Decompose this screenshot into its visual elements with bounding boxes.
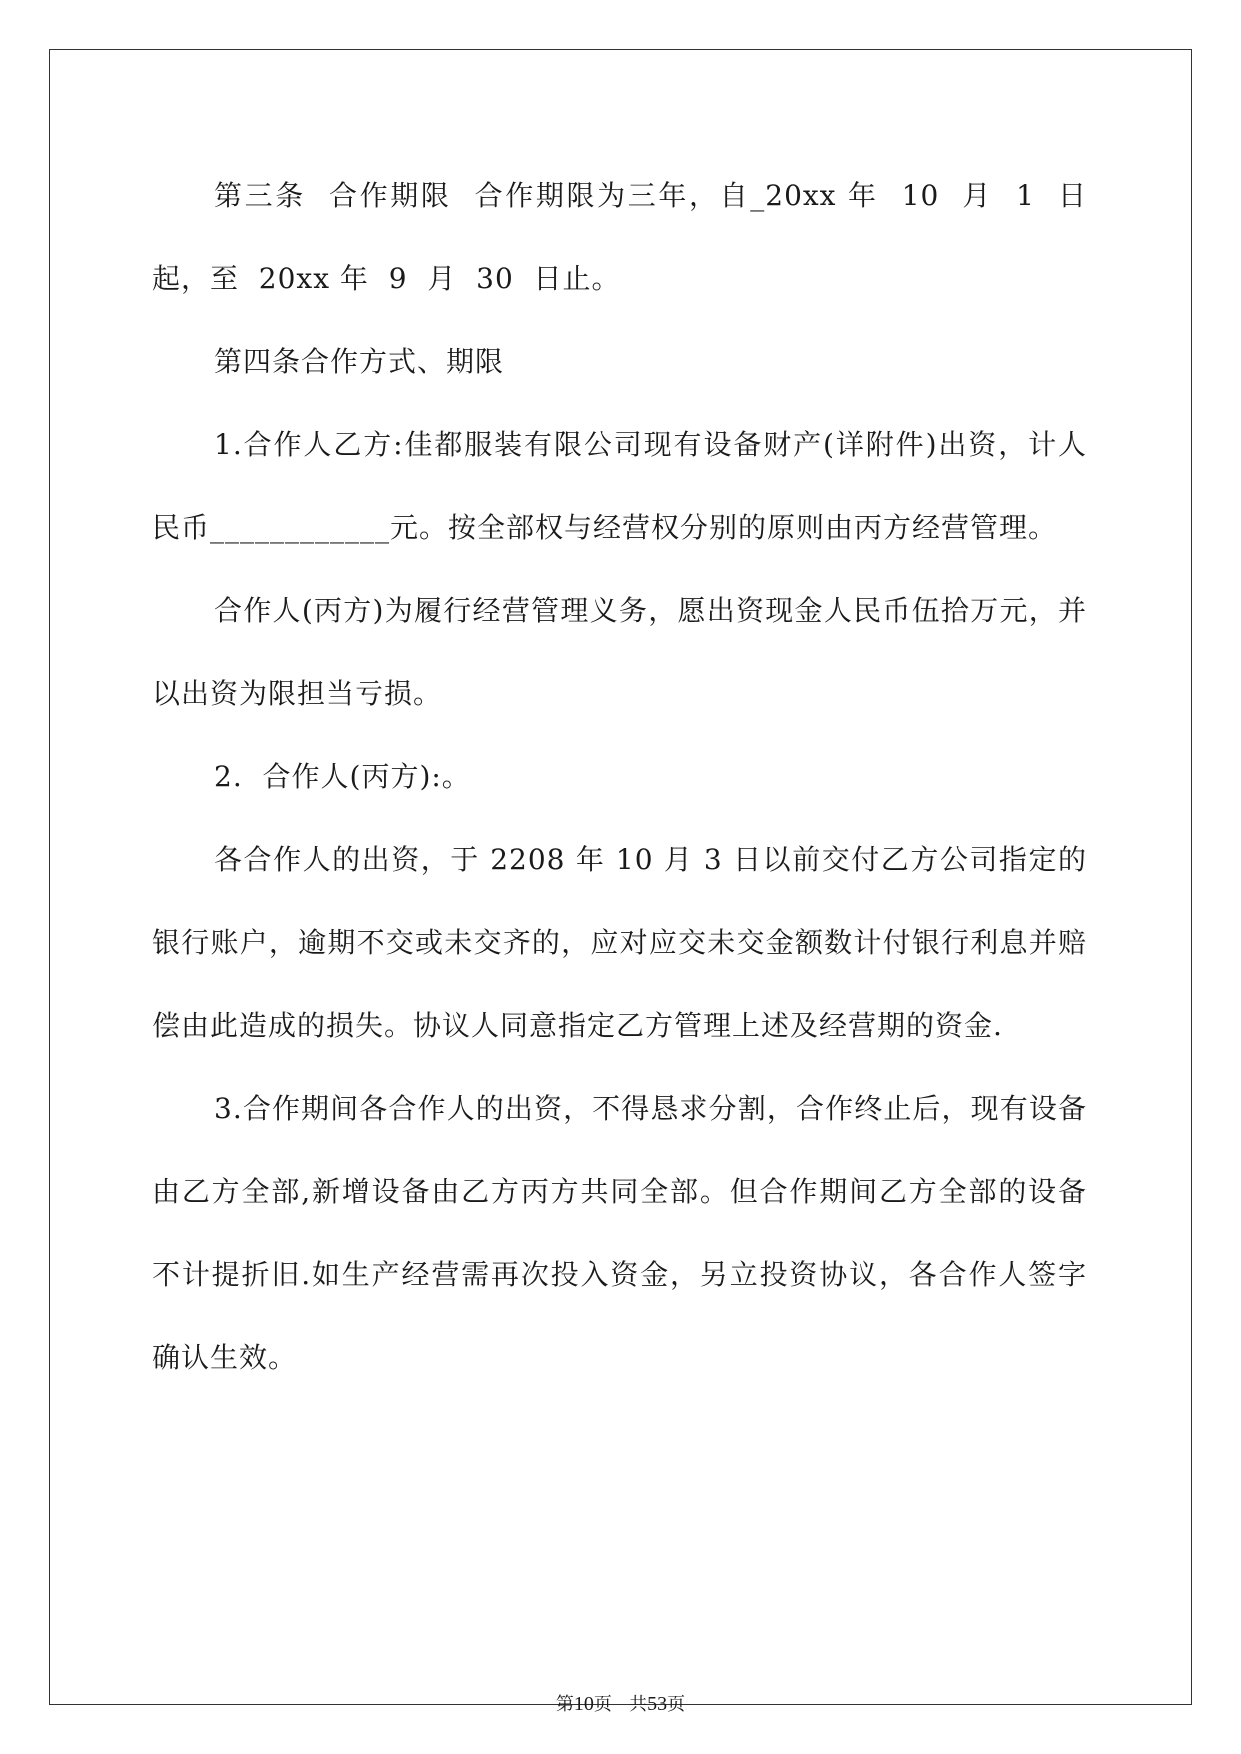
footer-prefix: 第: [555, 1694, 574, 1715]
paragraph-party-c-capital: 合作人(丙方)为履行经营管理义务，愿出资现金人民币伍拾万元，并以出资为限担当亏损。: [152, 594, 1087, 710]
total-page-count: 53: [647, 1693, 668, 1715]
paragraph-capital-deadline: 各合作人的出资，于 2208 年 10 月 3 日以前交付乙方公司指定的银行账户，逾期不交或未交齐的，应对应交未交金额数计付银行利息并赔偿由此造成的损失。协议人同意指定乙方管理上述及经营期的资金.: [152, 843, 1087, 1042]
paragraph-article-3: 第三条 合作期限 合作期限为三年，自_20xx 年 10 月 1 日起，至 20xx 年 9 月 30 日止。: [152, 179, 1087, 295]
footer-page-word: 页: [593, 1694, 612, 1715]
paragraph-item-3: 3.合作期间各合作人的出资，不得恳求分割，合作终止后，现有设备由乙方全部,新增设备由乙方丙方共同全部。但合作期间乙方全部的设备不计提折旧.如生产经营需再次投入资金，另立投资协议，各合作人签字确认生效。: [152, 1092, 1087, 1374]
footer-total-prefix: 共: [629, 1694, 648, 1715]
footer-total-word: 页: [667, 1694, 686, 1715]
current-page-number: 10: [573, 1693, 594, 1715]
paragraph-article-4-heading: 第四条合作方式、期限: [214, 345, 505, 378]
document-body: [152, 154, 1087, 1399]
paragraph-item-2: 2. 合作人(丙方):。: [214, 760, 471, 793]
page-footer: [0, 1690, 1241, 1716]
paragraph-item-1: 1.合作人乙方:佳都服装有限公司现有设备财产(详附件)出资，计人民币____________元。按全部权与经营权分别的原则由丙方经营管理。: [152, 428, 1087, 544]
